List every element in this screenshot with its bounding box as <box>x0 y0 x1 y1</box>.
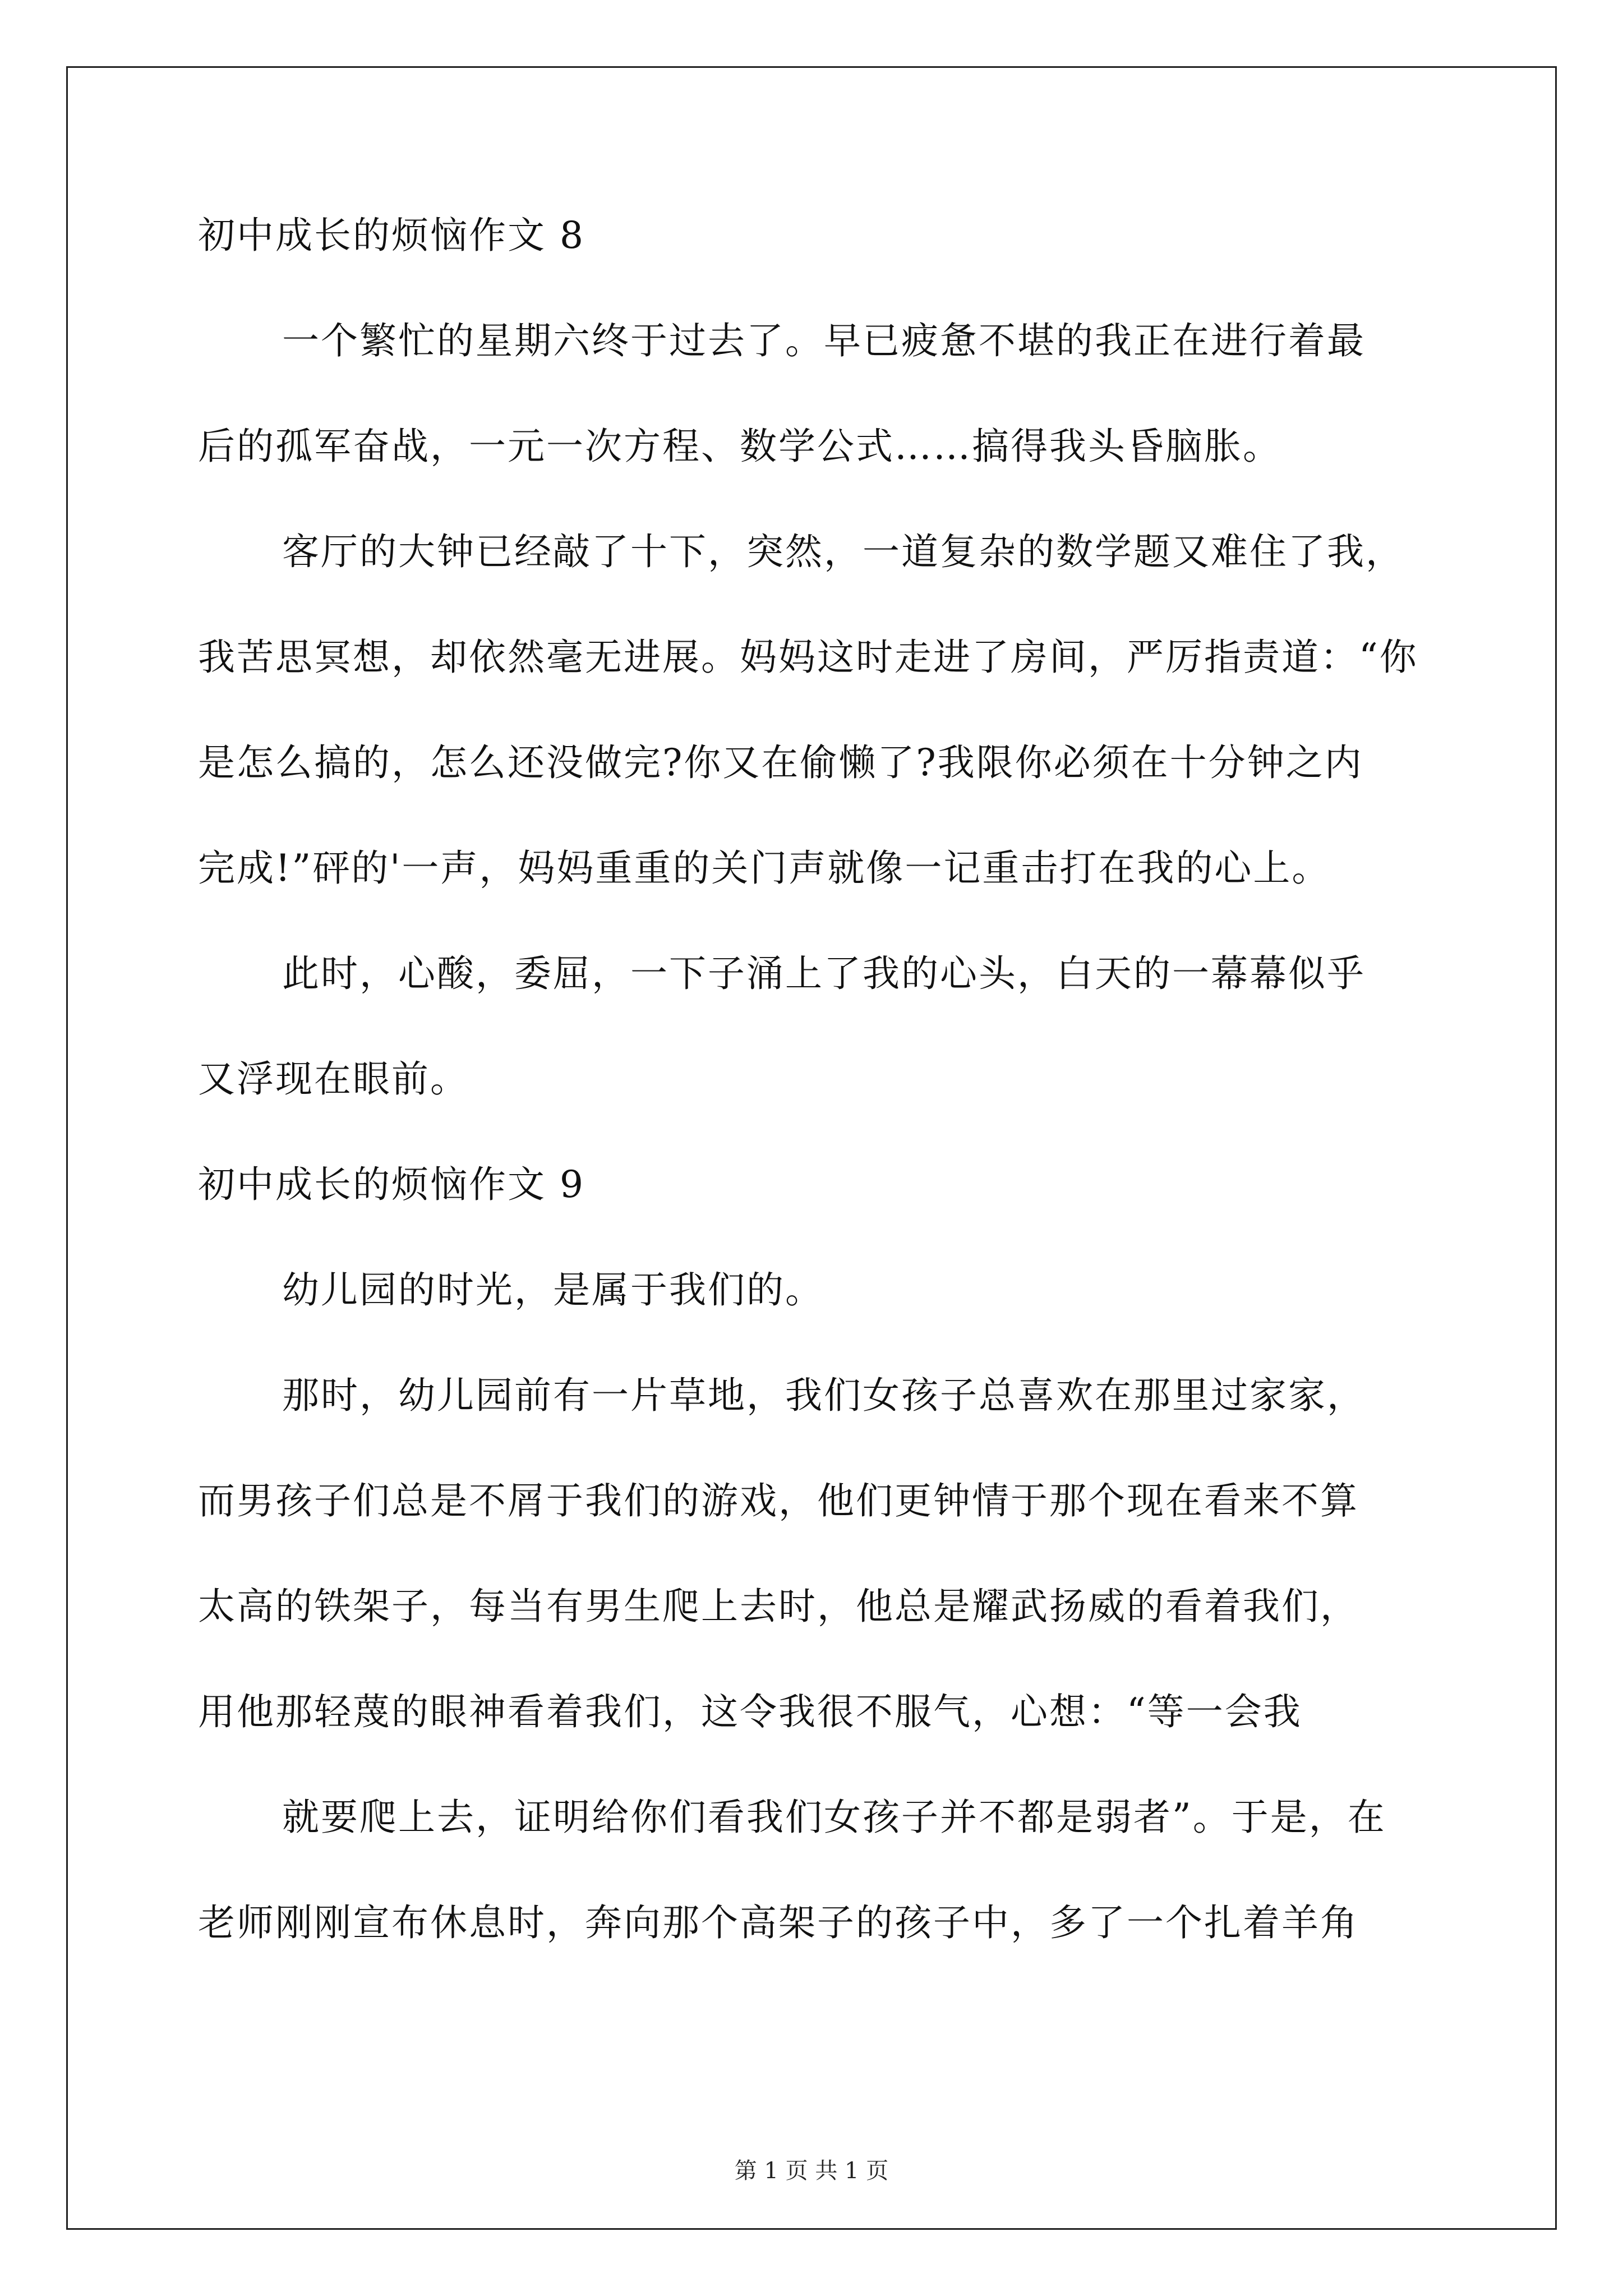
paragraph-line: 是怎么搞的，怎么还没做完?你又在偷懒了?我限你必须在十分钟之内 <box>198 741 1363 784</box>
paragraph-line: 完成!”砰的'一声，妈妈重重的关门声就像一记重击打在我的心上。 <box>198 846 1331 890</box>
page-footer: 第 1 页 共 1 页 <box>734 2158 889 2184</box>
section-title: 初中成长的烦恼作文 8 <box>198 214 585 257</box>
paragraph-line: 用他那轻蔑的眼神看着我们，这令我很不服气，心想：“等一会我 <box>198 1690 1302 1733</box>
paragraph-line: 后的孤军奋战，一元一次方程、数学公式……搞得我头昏脑胀。 <box>198 425 1281 468</box>
paragraph-line: 太高的铁架子，每当有男生爬上去时，他总是耀武扬威的看着我们， <box>198 1585 1359 1628</box>
paragraph-line: 就要爬上去，证明给你们看我们女孩子并不都是弱者”。于是，在 <box>282 1796 1386 1839</box>
paragraph-line: 一个繁忙的星期六终于过去了。早已疲惫不堪的我正在进行着最 <box>282 319 1366 362</box>
paragraph-line: 又浮现在眼前。 <box>198 1057 469 1101</box>
paragraph-line: 客厅的大钟已经敲了十下，突然，一道复杂的数学题又难住了我， <box>282 530 1404 573</box>
paragraph-line: 那时，幼儿园前有一片草地，我们女孩子总喜欢在那里过家家， <box>282 1374 1366 1417</box>
paragraph-line: 幼儿园的时光，是属于我们的。 <box>282 1268 824 1312</box>
section-title: 初中成长的烦恼作文 9 <box>198 1163 585 1206</box>
paragraph-line: 而男孩子们总是不屑于我们的游戏，他们更钟情于那个现在看来不算 <box>198 1479 1359 1522</box>
paragraph-line: 此时，心酸，委屈，一下子涌上了我的心头，白天的一幕幕似乎 <box>282 952 1366 995</box>
paragraph-line: 老师刚刚宣布休息时，奔向那个高架子的孩子中，多了一个扎着羊角 <box>198 1901 1359 1944</box>
paragraph-line: 我苦思冥想，却依然毫无进展。妈妈这时走进了房间，严厉指责道：“你 <box>198 636 1418 679</box>
